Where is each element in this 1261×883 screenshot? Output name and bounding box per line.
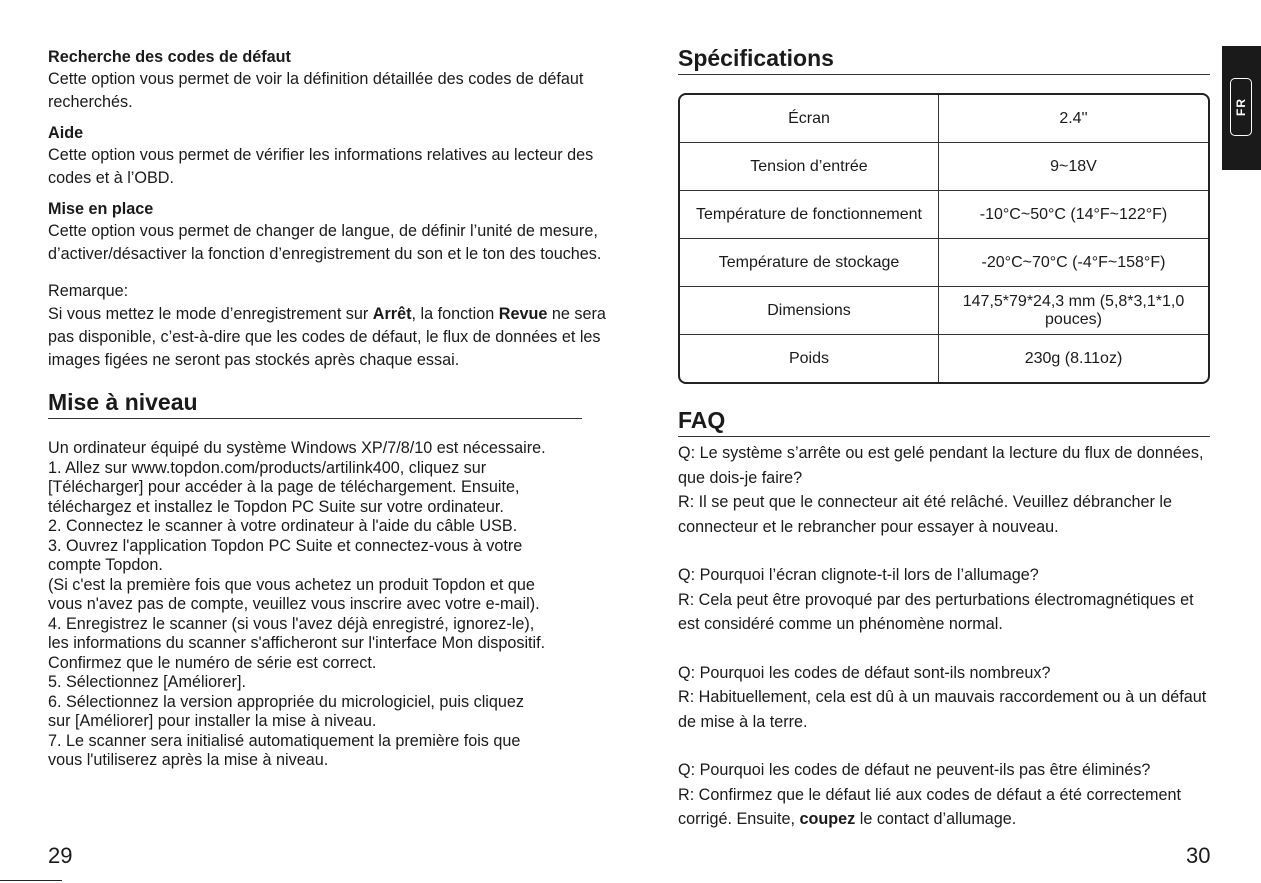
upgrade-step-line: Confirmez que le numéro de série est correct.	[48, 653, 377, 672]
remark-text-2: , la fonction	[411, 305, 499, 323]
spec-key: Écran	[680, 95, 939, 143]
faq-question: Q: Pourquoi les codes de défaut sont-ils nombreux?	[678, 663, 1051, 682]
spec-value: 230g (8.11oz)	[1024, 349, 1123, 367]
page-number-right: 30	[1186, 843, 1211, 868]
upgrade-step-line: (Si c'est la première fois que vous achetez un produit Topdon et que	[48, 575, 535, 594]
spec-row	[680, 335, 1208, 382]
spec-value: 2.4''	[939, 95, 1208, 143]
upgrade-steps	[48, 439, 608, 771]
remark-text	[48, 303, 608, 372]
remark-bold-off: Arrêt	[372, 305, 412, 323]
language-badge	[1230, 78, 1252, 136]
faq-answer: R: Habituellement, cela est dû à un mauvais raccordement ou à un défaut de mise à la terre.	[678, 688, 1207, 731]
upgrade-step-line: [Télécharger] pour accéder à la page de téléchargement. Ensuite,	[48, 478, 520, 496]
faq-item	[678, 661, 1218, 735]
specifications-table	[678, 93, 1210, 384]
section-title: Mise en place	[48, 200, 154, 218]
spec-row	[680, 143, 1208, 191]
section-help	[48, 122, 608, 190]
upgrade-step-line: vous l'utiliserez après la mise à niveau.	[48, 751, 329, 769]
faq-question: Q: Pourquoi l’écran clignote-t-il lors de l’allumage?	[678, 566, 1039, 584]
language-tab	[1222, 46, 1261, 170]
upgrade-step-line: 3. Ouvrez l'application Topdon PC Suite et connectez-vous à votre	[48, 536, 523, 555]
faq-heading: FAQ	[678, 406, 1210, 437]
faq-item	[678, 441, 1218, 539]
section-title: Aide	[48, 124, 84, 142]
upgrade-step-line: 2. Connectez le scanner à votre ordinateur à l'aide du câble USB.	[48, 517, 518, 535]
spec-key: Température de stockage	[680, 239, 939, 287]
faq-answer-text-1: R: Confirmez que le défaut lié aux codes de défaut a été correctement corrigé. Ensuite,	[678, 785, 1181, 828]
page-number-left: 29	[48, 843, 73, 868]
right-page	[678, 44, 1218, 832]
spec-key: Poids	[680, 335, 939, 382]
upgrade-step-line: téléchargez et installez le Topdon PC Suite sur votre ordinateur.	[48, 497, 504, 516]
faq-question: Q: Pourquoi les codes de défaut ne peuvent-ils pas être éliminés?	[678, 761, 1151, 779]
specifications-heading: Spécifications	[678, 44, 1210, 75]
remark-bold-review: Revue	[498, 305, 548, 323]
spec-row	[680, 191, 1208, 239]
faq-section	[678, 406, 1218, 832]
spec-key: Température de fonctionnement	[680, 191, 939, 239]
spec-key: Tension d’entrée	[680, 143, 939, 191]
remark-label: Remarque:	[48, 282, 129, 300]
faq-list	[678, 441, 1218, 734]
spec-value: -20°C~70°C (-4°F~158°F)	[939, 239, 1208, 287]
upgrade-step-line: 5. Sélectionnez [Améliorer].	[48, 673, 246, 691]
section-body: Cette option vous permet de changer de langue, de définir l’unité de mesure, d’activer/désactiver la fonction d’enregistrement du son et le ton des touches.	[48, 222, 602, 263]
spec-value: -10°C~50°C (14°F~122°F)	[939, 191, 1208, 239]
upgrade-step-line: 6. Sélectionnez la version appropriée du micrologiciel, puis cliquez	[48, 692, 524, 711]
spec-row	[680, 239, 1208, 287]
faq-item	[678, 758, 1218, 832]
spec-row	[680, 95, 1208, 143]
upgrade-heading: Mise à niveau	[48, 388, 582, 419]
section-setup	[48, 198, 608, 266]
section-title: Recherche des codes de défaut	[48, 48, 291, 66]
section-body: Cette option vous permet de voir la définition détaillée des codes de défaut recherchés.	[48, 70, 584, 111]
upgrade-step-line: compte Topdon.	[48, 556, 163, 574]
faq-answer: R: Cela peut être provoqué par des perturbations électromagnétiques et est considéré comme un phénomène normal.	[678, 590, 1194, 633]
faq-item	[678, 563, 1218, 637]
upgrade-step-line: vous n'avez pas de compte, veuillez vous inscrire avec votre e-mail).	[48, 595, 540, 613]
upgrade-step-line: 1. Allez sur www.topdon.com/products/artilink400, cliquez sur	[48, 458, 487, 477]
language-label: FR	[1234, 98, 1248, 116]
section-body: Cette option vous permet de vérifier les informations relatives au lecteur des codes et à l’OBD.	[48, 146, 594, 187]
left-page	[48, 46, 608, 771]
remark-block	[48, 280, 608, 372]
spec-value: 147,5*79*24,3 mm (5,8*3,1*1,0 pouces)	[939, 287, 1208, 335]
faq-answer	[678, 783, 1218, 832]
upgrade-step-line: sur [Améliorer] pour installer la mise à niveau.	[48, 712, 377, 730]
remark-text-3: ne sera pas disponible, c’est-à-dire que les codes de défaut, le flux de données et les images figées ne seront pas stockés après chaque essai.	[48, 305, 606, 369]
faq-question: Q: Le système s’arrête ou est gelé pendant la lecture du flux de données, que dois-je faire?	[678, 444, 1204, 487]
spec-row	[680, 287, 1208, 335]
faq-answer-text-2: le contact d’allumage.	[855, 810, 1017, 828]
faq-answer-bold: coupez	[799, 810, 856, 828]
remark-text-1: Si vous mettez le mode d’enregistrement sur	[48, 305, 373, 323]
faq-answer: R: Il se peut que le connecteur ait été relâché. Veuillez débrancher le connecteur et le rebrancher pour essayer à nouveau.	[678, 493, 1173, 536]
spec-value: 9~18V	[939, 143, 1208, 191]
upgrade-step-line: Un ordinateur équipé du système Windows XP/7/8/10 est nécessaire.	[48, 439, 546, 457]
bottom-rule	[0, 880, 62, 881]
upgrade-step-line: 7. Le scanner sera initialisé automatiquement la première fois que	[48, 731, 521, 750]
spec-key: Dimensions	[680, 287, 939, 335]
section-fault-code-lookup	[48, 46, 608, 114]
upgrade-step-line: les informations du scanner s'afficheront sur l'interface Mon dispositif.	[48, 634, 546, 652]
upgrade-section	[48, 388, 608, 771]
upgrade-step-line: 4. Enregistrez le scanner (si vous l'avez déjà enregistré, ignorez-le),	[48, 614, 535, 633]
